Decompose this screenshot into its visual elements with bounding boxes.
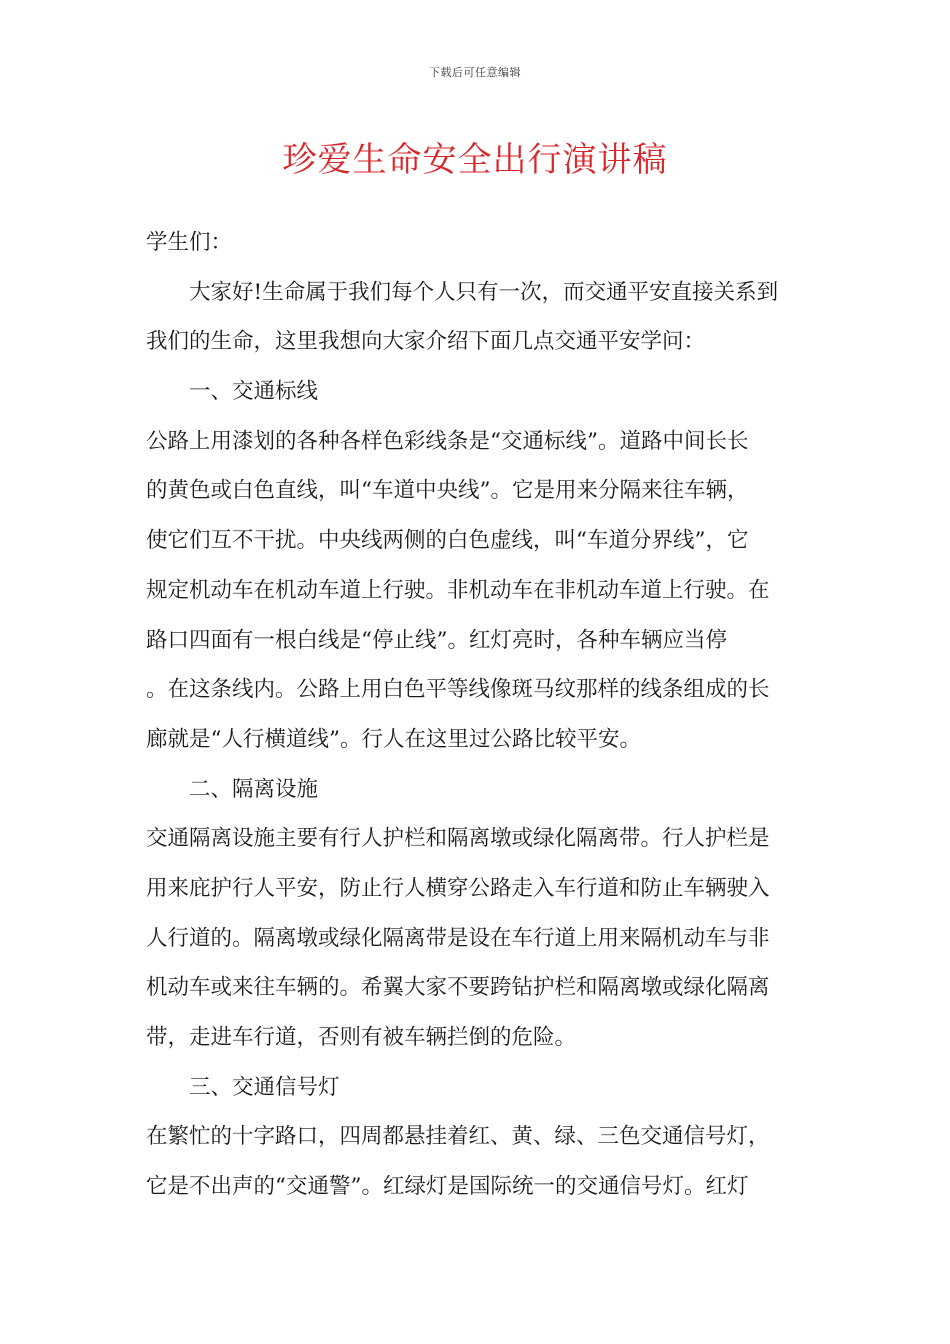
body-line: 带，走进车行道，否则有被车辆拦倒的危险。 <box>146 1025 577 1050</box>
document-title: 珍爱生命安全出行演讲稿 <box>282 140 668 180</box>
body-line: 交通隔离设施主要有行人护栏和隔离墩或绿化隔离带。行人护栏是 <box>146 826 770 852</box>
body-line: 在繁忙的十字路口，四周都悬挂着红、黄、绿、三色交通信号灯， <box>146 1124 770 1150</box>
body-line: 机动车或来往车辆的。希翼大家不要跨钻护栏和隔离墩或绿化隔离 <box>146 975 770 1001</box>
document-body <box>146 218 816 1212</box>
body-line: 廊就是“人行横道线”。行人在这里过公路比较平安。 <box>146 726 641 752</box>
body-line: 的黄色或白色直线，叫“车道中央线”。它是用来分隔来往车辆， <box>146 478 749 504</box>
body-line: 大家好!生命属于我们每个人只有一次，而交通平安直接关系到 <box>189 279 779 305</box>
body-line: 三、交通信号灯 <box>189 1074 340 1100</box>
body-line: 一、交通标线 <box>189 379 319 405</box>
body-line: 二、隔离设施 <box>189 776 319 802</box>
body-line: 我们的生命，这里我想向大家介绍下面几点交通平安学问： <box>146 329 706 355</box>
body-line: 公路上用漆划的各种各样色彩线条是“交通标线”。道路中间长长 <box>146 428 749 454</box>
body-line: 规定机动车在机动车道上行驶。非机动车在非机动车道上行驶。在 <box>146 577 770 603</box>
header-note: 下载后可任意编辑 <box>429 66 521 79</box>
body-line: 用来庇护行人平安，防止行人横穿公路走入车行道和防止车辆驶入 <box>146 875 770 901</box>
body-line: 。在这条线内。公路上用白色平等线像斑马纹那样的线条组成的长 <box>146 677 770 703</box>
body-line: 它是不出声的“交通警”。红绿灯是国际统一的交通信号灯。红灯 <box>146 1174 749 1200</box>
body-line: 使它们互不干扰。中央线两侧的白色虚线，叫“车道分界线”，它 <box>146 528 749 554</box>
body-line: 人行道的。隔离墩或绿化隔离带是设在车行道上用来隔机动车与非 <box>146 925 770 951</box>
body-line: 路口四面有一根白线是“停止线”。红灯亮时，各种车辆应当停 <box>146 627 727 653</box>
body-line: 学生们： <box>146 230 233 255</box>
